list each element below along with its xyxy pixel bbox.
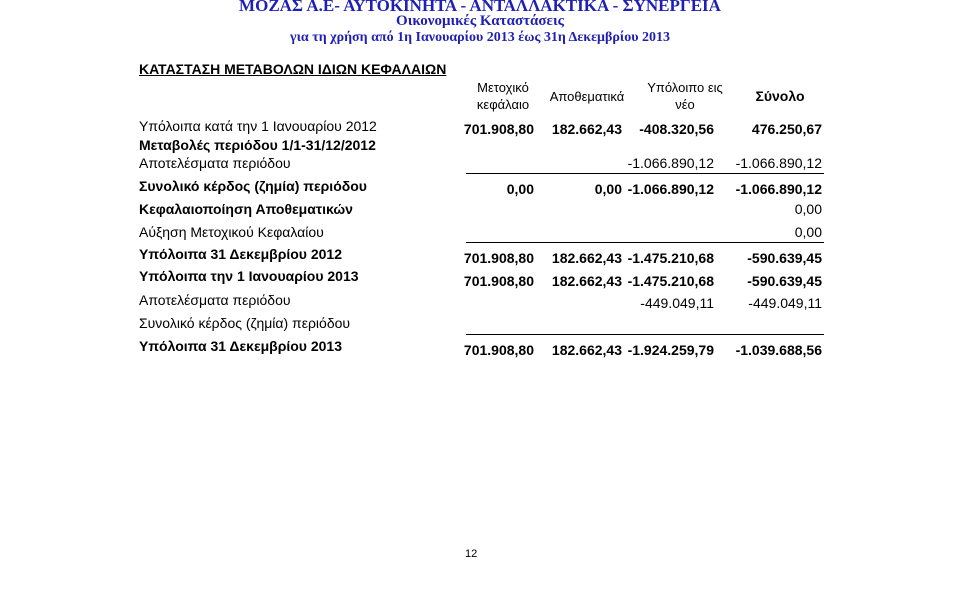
cell-total: -1.066.890,12	[735, 181, 822, 197]
row-label-balance-dec-2012: Υπόλοιπα 31 Δεκεμβρίου 2012	[139, 246, 342, 262]
row-label-results-2012: Αποτελέσματα περιόδου	[139, 155, 291, 171]
cell-total: -590.639,45	[747, 250, 822, 266]
cell-total: 0,00	[794, 201, 822, 217]
cell-total: -449.049,11	[748, 295, 822, 311]
cell-share-capital: 701.908,80	[463, 121, 534, 137]
company-header: ΜΟΖΑΣ Α.Ε- ΑΥΤΟΚΙΝΗΤΑ - ΑΝΤΑΛΛΑΚΤΙΚΑ - ΣΥΝΕΡΓΕΙΑ	[239, 0, 721, 15]
col-header-retained-line1: Υπόλοιπο εις	[647, 80, 723, 95]
cell-retained: -449.049,11	[640, 295, 714, 311]
col-header-reserves: Αποθεματικά	[549, 89, 625, 104]
page-number: 12	[465, 548, 478, 560]
cell-retained: -408.320,56	[639, 121, 714, 137]
col-header-share-capital-line1: Μετοχικό	[477, 80, 529, 95]
cell-reserves: 182.662,43	[551, 273, 622, 289]
cell-retained: -1.924.259,79	[627, 342, 714, 358]
row-label-comprehensive-2013: Συνολικό κέρδος (ζημία) περιόδου	[139, 315, 351, 331]
cell-retained: -1.066.890,12	[627, 155, 714, 171]
row-label-comprehensive-2012: Συνολικό κέρδος (ζημία) περιόδου	[139, 178, 367, 194]
row-label-balance-dec-2013: Υπόλοιπα 31 Δεκεμβρίου 2013	[139, 338, 342, 354]
col-header-retained-line2: νέο	[675, 97, 695, 112]
cell-retained: -1.475.210,68	[627, 250, 714, 266]
col-header-share-capital-line2: κεφάλαιο	[476, 97, 530, 112]
row-label-balance-jan-2012: Υπόλοιπα κατά την 1 Ιανουαρίου 2012	[139, 118, 377, 134]
subtotal-rule	[466, 334, 824, 335]
document-subtitle: Οικονομικές Καταστάσεις	[396, 13, 564, 29]
cell-total: 476.250,67	[751, 121, 822, 137]
cell-retained: -1.066.890,12	[627, 181, 714, 197]
cell-retained: -1.475.210,68	[627, 273, 714, 289]
row-label-capitalisation: Κεφαλαιοποίηση Αποθεματικών	[139, 201, 353, 217]
col-header-retained	[640, 79, 730, 113]
cell-total: -1.039.688,56	[735, 342, 822, 358]
subtotal-rule	[466, 173, 824, 174]
cell-total: 0,00	[794, 224, 822, 240]
statement-title: ΚΑΤΑΣΤΑΣΗ ΜΕΤΑΒΟΛΩΝ ΙΔΙΩΝ ΚΕΦΑΛΑΙΩΝ	[139, 61, 447, 77]
cell-total: -1.066.890,12	[735, 155, 822, 171]
subtotal-rule	[466, 242, 824, 243]
cell-reserves: 0,00	[594, 181, 622, 197]
col-header-total: Σύνολο	[755, 88, 805, 104]
cell-reserves: 182.662,43	[551, 121, 622, 137]
col-header-share-capital	[468, 79, 538, 113]
cell-total: -590.639,45	[747, 273, 822, 289]
cell-reserves: 182.662,43	[551, 342, 622, 358]
cell-share-capital: 701.908,80	[463, 342, 534, 358]
row-label-balance-jan-2013: Υπόλοιπα την 1 Ιανουαρίου 2013	[139, 268, 359, 284]
row-label-results-2013: Αποτελέσματα περιόδου	[139, 292, 291, 308]
row-label-capital-increase: Αύξηση Μετοχικού Κεφαλαίου	[139, 224, 324, 240]
cell-reserves: 182.662,43	[551, 250, 622, 266]
period-subtitle: για τη χρήση από 1η Ιανουαρίου 2013 έως 31η Δεκεμβρίου 2013	[290, 30, 670, 45]
cell-share-capital: 701.908,80	[463, 250, 534, 266]
row-label-changes-2012: Μεταβολές περιόδου 1/1-31/12/2012	[139, 137, 376, 153]
cell-share-capital: 701.908,80	[463, 273, 534, 289]
cell-share-capital: 0,00	[506, 181, 534, 197]
